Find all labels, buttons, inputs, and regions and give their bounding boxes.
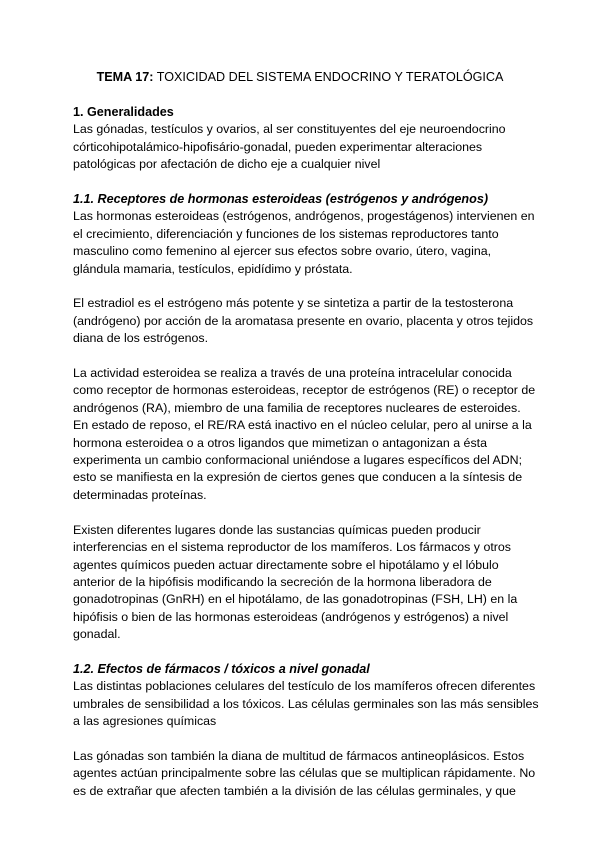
text-line: interferencias en el sistema reproductor de los mamíferos. Los fármacos y otros	[73, 540, 511, 555]
text-line: hormona esteroidea o a otros ligandos que mimetizan o antagonizan a ésta	[73, 435, 487, 450]
text-line: el crecimiento, diferenciación y funciones de los sistemas reproductores tanto	[73, 226, 499, 241]
text-line: glándula mamaria, testículos, epidídimo y próstata.	[73, 261, 353, 276]
section-receptores	[73, 191, 536, 644]
text-line: umbrales de sensibilidad a los tóxicos. Las células germinales son las más sensibles	[73, 696, 539, 711]
text-line: Las gónadas son también la diana de multitud de fármacos antineoplásicos. Estos	[73, 748, 525, 763]
text-line: gonadal.	[73, 627, 121, 642]
section-generalidades	[73, 104, 533, 174]
text-line: En estado de reposo, el RE/RA está inactivo en el núcleo celular, pero al unirse a la	[73, 418, 532, 433]
text-line: córticohipotalámico-hipofisário-gonadal, pueden experimentar alteraciones	[73, 139, 483, 154]
section-efectos	[73, 661, 539, 800]
text-line: es de extrañar que afecten también a la división de las células germinales, y que	[73, 783, 516, 798]
text-line: Las gónadas, testículos y ovarios, al ser constituyentes del eje neuroendocrino	[73, 122, 506, 137]
text-line: hipófisis o bien de las hormonas esteroideas (andrógenos y estrógenos) a nivel	[73, 609, 509, 624]
subsection-heading: 1.1. Receptores de hormonas esteroideas (estrógenos y andrógenos)	[73, 192, 489, 207]
text-line: experimenta un cambio conformacional uniéndose a lugares específicos del ADN;	[73, 453, 523, 468]
title-prefix: TEMA 17:	[96, 70, 154, 84]
text-line: Las distintas poblaciones celulares del testículo de los mamíferos ofrecen diferentes	[73, 679, 536, 694]
title-text: TOXICIDAD DEL SISTEMA ENDOCRINO Y TERATOLÓGICA	[153, 70, 504, 84]
text-line: gonadotropinas (GnRH) en el hipotálamo, de las gonadotropinas (FSH, LH) en la	[73, 592, 518, 607]
text-line: determinadas proteínas.	[73, 487, 207, 502]
text-line: El estradiol es el estrógeno más potente y se sintetiza a partir de la testosterona	[73, 296, 514, 311]
section-heading: 1. Generalidades	[73, 105, 174, 119]
document-body	[73, 104, 539, 800]
text-line: como receptor de hormonas esteroideas, receptor de estrógenos (RE) o receptor de	[73, 383, 536, 398]
text-line: agentes actúan principalmente sobre las células que se multiplican rápidamente. No	[73, 766, 536, 781]
text-line: (andrógeno) por acción de la aromatasa presente en ovario, placenta y otros tejidos	[73, 313, 534, 328]
text-line: Existen diferentes lugares donde las sustancias químicas pueden producir	[73, 522, 481, 537]
subsection-heading: 1.2. Efectos de fármacos / tóxicos a nivel gonadal	[73, 661, 370, 676]
text-line: patológicas por afectación de dicho eje a cualquier nivel	[73, 157, 381, 172]
text-line: esto se manifiesta en la expresión de ciertos genes que conducen a la síntesis de	[73, 470, 523, 485]
text-line: anterior de la hipófisis modificando la secreción de la hormona liberadora de	[73, 574, 492, 589]
text-line: andrógenos (RA), miembro de una familia de receptores nucleares de esteroides.	[73, 400, 521, 415]
document-title	[0, 69, 600, 86]
text-line: La actividad esteroidea se realiza a través de una proteína intracelular conocida	[73, 366, 512, 381]
text-line: agentes químicos pueden actuar directamente sobre el hipotálamo y el lóbulo	[73, 557, 499, 572]
text-line: masculino como femenino al ejercer sus efectos sobre ovario, útero, vagina,	[73, 244, 492, 259]
text-line: Las hormonas esteroideas (estrógenos, andrógenos, progestágenos) intervienen en	[73, 209, 535, 224]
text-line: diana de los estrógenos.	[73, 331, 209, 346]
text-line: a las agresiones químicas	[73, 714, 217, 729]
